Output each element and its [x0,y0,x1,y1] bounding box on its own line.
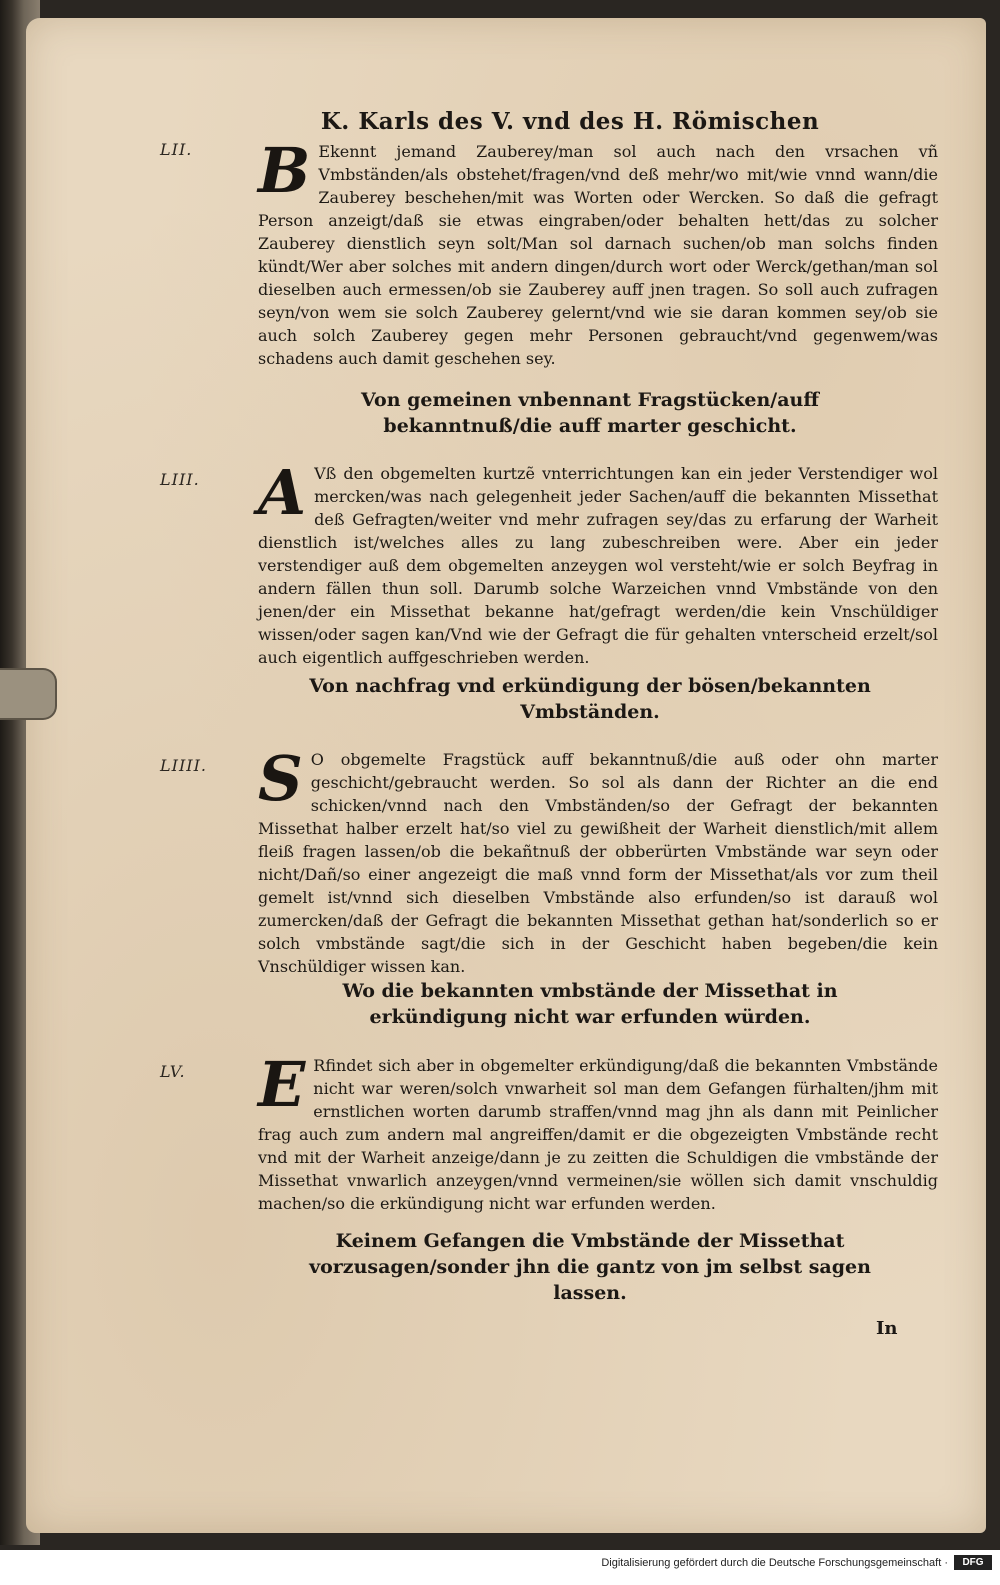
catchword: In [876,1318,898,1339]
article-number-54: LIIII. [160,756,207,775]
running-head: K. Karls des V. vnd des H. Römischen [320,108,820,135]
article-53-text: Vß den obgemelten kurtzẽ vnterrichtungen kan ein jeder Verstendiger wol mercken/was nach gelegenheit jeder Sachen/auff die bekannten Missethat deß Gefragten/weiter vnd mehr zufragen sey/das zu erfarung der Warheit dienstlich ist/welches alles zu lang zubeschreiben were. Aber ein jeder verstendiger auß dem obgemelten anzeygen wol versteht/wie er solch Beyfrag in andern fällen thun soll. Darumb solche Warzeichen vnnd Vmbstände von den jenen/der ein Missethat bekanne hat/gefragt werden/die kein Vnschüldiger wissen/oder sagen kan/Vnd wie der Gefragt die für gehalten vnterscheid erzelt/sol auch eigentlich auffgeschrieben werden. [258,464,938,667]
article-52-text: Ekennt jemand Zauberey/man sol auch nach den vrsachen vñ Vmbständen/als obstehet/fragen/vnd deß mehr/wo mit/wie vnnd wann/die Zauberey beschehen/mit was Worten oder Wercken. So daß die gefragt Person anzeigt/daß sie etwas eingraben/oder behalten hett/das zu solcher Zauberey dienstlich seyn solt/Man sol darnach suchen/ob man solchs finden kündt/Wer aber solches mit andern dingen/durch wort oder Werck/gethan/man sol dieselben auch ermessen/ob sie Zauberey auff jnen tragen. So soll auch zufragen seyn/von wem sie solch Zauberey gelernt/vnd wie sie daran kommen sey/ob sie auch solch Zauberey gegen mehr Personen gebraucht/vnd gegenwem/was schadens auch damit geschehen sey. [258,142,938,368]
article-53 [258,456,938,669]
section-heading-4: Keinem Gefangen die Vmbstände der Missethat vorzusagen/sonder jhn die gantz von jm selbst sagen lassen. [309,1230,871,1304]
drop-initial: S [258,742,303,815]
article-52 [258,134,938,370]
drop-initial: B [258,134,311,207]
article-number-52: LII. [160,140,193,159]
article-number-55: LV. [160,1062,186,1081]
footer-credit: Digitalisierung gefördert durch die Deutsche Forschungsgemeinschaft · [601,1557,948,1569]
section-heading-2: Von nachfrag vnd erkündigung der bösen/bekannten Vmbständen. [309,675,871,723]
page-clasp [0,668,57,720]
drop-initial: A [258,456,307,529]
section-heading-3: Wo die bekannten vmbstände der Missethat in erkündigung nicht war erfunden würden. [342,980,838,1028]
section-heading-1: Von gemeinen vnbennant Fragstücken/auff bekanntnuß/die auff marter geschicht. [361,389,819,437]
article-number-53: LIII. [160,470,200,489]
article-55 [258,1048,938,1215]
article-54-text: O obgemelte Fragstück auff bekanntnuß/die auß oder ohn marter geschicht/gebraucht werden. So sol als dann der Richter an die end schicken/vnnd nach den Vmbständen/so der Gefragt der bekannten Missethat halber erzelt hat/so viel zu gewißheit der Warheit dienstlich/mit allem fleiß fragen lassen/ob die bekañtnuß der obberürten Vmbstände war seyn oder nicht/Dañ/so einer angezeigt die maß vnnd form der Missethat/als vor zum theil gemelt ist/vnnd sich dieselben Vmbstände also erfunden/so ist darauß wol zumercken/daß der Gefragt die bekannten Missethat gethan hat/sonderlich so er solch vmbstände sagt/die sich in der Geschicht haben begeben/die kein Vnschüldiger wissen kan. [258,750,938,976]
drop-initial: E [258,1048,306,1121]
article-54 [258,742,938,978]
article-55-text: Rfindet sich aber in obgemelter erkündigung/daß die bekannten Vmbstände nicht war weren/solch vnwarheit sol man dem Gefangen fürhalten/jhm mit ernstlichen worten darumb straffen/vnnd mag jhn als dann mit Peinlicher frag auch zum andern mal angreiffen/damit er die obgezeigten Vmbstände recht vnd mit der Warheit anzeige/dann je zu zeitten die Schuldigen die vmbstände der Missethat vnwarlich anzeygen/vnnd vermeinen/sie wöllen sich damit vnschuldig machen/so die erkündigung nicht war erfunden werden. [258,1056,938,1213]
dfg-logo: DFG [954,1555,992,1570]
